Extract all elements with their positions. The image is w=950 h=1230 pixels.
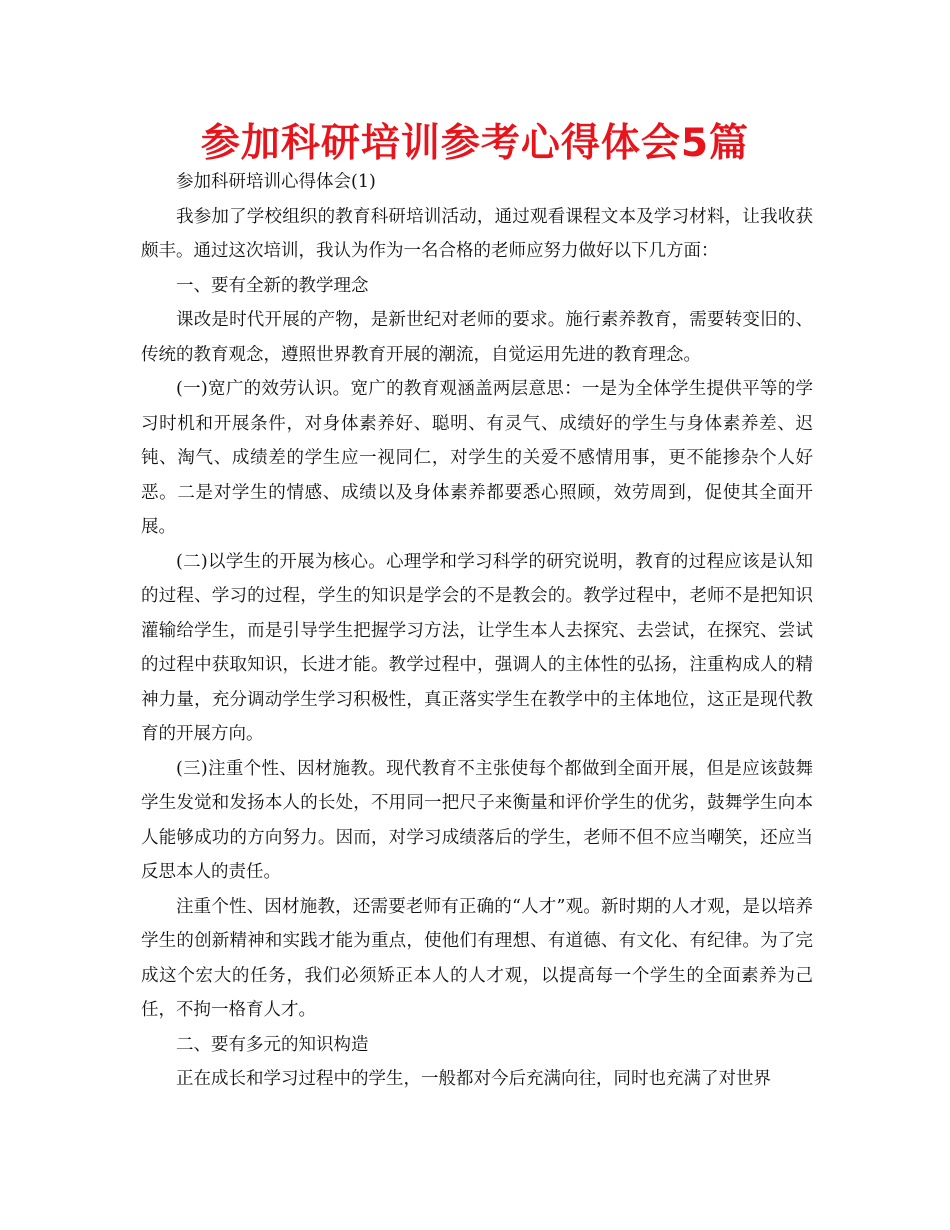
paragraph: (三)注重个性、因材施教。现代教育不主张使每个都做到全面开展，但是应该鼓舞学生发觉和发扬本人的长处，不用同一把尺子来衡量和评价学生的优劣，鼓舞学生向本人能够成功的方向努力。因而，对学习成绩落后的学生，老师不但不应当嘲笑，还应当反思本人的责任。	[141, 758, 813, 882]
section-heading-1: 一、要有全新的教学理念	[176, 275, 369, 296]
paragraph: (二)以学生的开展为核心。心理学和学习科学的研究说明，教育的过程应该是认知的过程、学习的过程，学生的知识是学会的不是教会的。教学过程中，老师不是把知识灌输给学生，而是引导学生把握学习方法，让学生本人去探究、去尝试，在探究、尝试的过程中获取知识，长进才能。教学过程中，强调人的主体性的弘扬，注重构成人的精神力量，充分调动学生学习积极性，真正落实学生在教学中的主体地位，这正是现代教育的开展方向。	[141, 551, 813, 744]
paragraph: 我参加了学校组织的教育科研培训活动，通过观看课程文本及学习材料，让我收获颇丰。通过这次培训，我认为作为一名合格的老师应努力做好以下几方面：	[141, 206, 813, 261]
section-heading-article-1: 参加科研培训心得体会(1)	[176, 172, 376, 192]
document-title: 参加科研培训参考心得体会5篇	[200, 121, 750, 166]
paragraph: 注重个性、因材施教，还需要老师有正确的“人才”观。新时期的人才观，是以培养学生的创新精神和实践才能为重点，使他们有理想、有道德、有文化、有纪律。为了完成这个宏大的任务，我们必须矫正本人的人才观，以提高每一个学生的全面素养为己任，不拘一格育人才。	[141, 896, 813, 1020]
document-body	[141, 165, 813, 1097]
section-heading-2: 二、要有多元的知识构造	[176, 1034, 369, 1055]
paragraph: 正在成长和学习过程中的学生，一般都对今后充满向往，同时也充满了对世界	[176, 1069, 771, 1089]
paragraph: (一)宽广的效劳认识。宽广的教育观涵盖两层意思：一是为全体学生提供平等的学习时机和开展条件，对身体素养好、聪明、有灵气、成绩好的学生与身体素养差、迟钝、淘气、成绩差的学生应一视同仁，对学生的关爱不感情用事，更不能掺杂个人好恶。二是对学生的情感、成绩以及身体素养都要悉心照顾，效劳周到，促使其全面开展。	[141, 379, 813, 537]
paragraph: 课改是时代开展的产物，是新世纪对老师的要求。施行素养教育，需要转变旧的、传统的教育观念，遵照世界教育开展的潮流，自觉运用先进的教育理念。	[141, 310, 813, 365]
